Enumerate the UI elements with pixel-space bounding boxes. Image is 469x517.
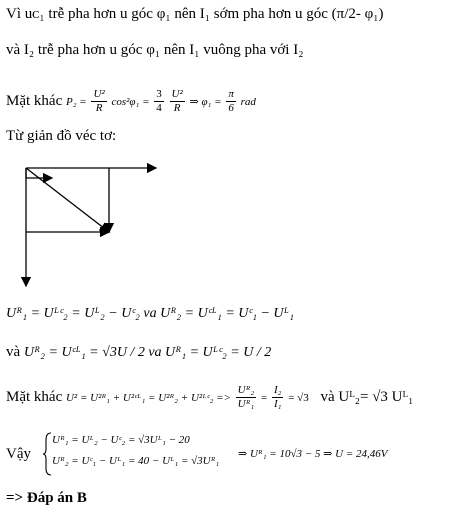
line3-frac2: $\frac{3}{4}$	[156, 88, 162, 114]
line7-eq2: =	[260, 391, 268, 404]
line3-frac4: $\frac{\pi}{6}$	[228, 88, 234, 114]
eq-5: Uᴿ₁ = Uᴸᶜ₂ = Uᴸ₂ − Uᶜ₂ va Uᴿ₂ = Uᶜᴸ₁ = Uᶜ₁ − Uᴸ₁	[6, 306, 294, 321]
line8-row2: Uᴿ₂ = Uᶜ₁ − Uᴸ₁ = 40 − Uᴸ₁ = √3Uᴿ₁	[52, 455, 220, 467]
line8-result: ⇒ Uᴿ₁ = 10√3 − 5 ⇒ U = 24,46V	[238, 448, 388, 460]
line3-frac3: $\frac{\text{U²}}{R}$	[171, 88, 183, 114]
line7-eq: U² = U²ᴿ₁ + U²ᶜᴸ₁ = U²ᴿ₂ + U²ᴸᶜ₂ =>	[65, 391, 231, 404]
line-9	[6, 490, 87, 507]
vector-diagonal	[26, 168, 109, 232]
line3-eq-lhs: P₂ =	[65, 95, 87, 108]
line-3	[6, 88, 256, 115]
line3-prefix: Mặt khác	[6, 92, 63, 109]
line7-eq3: = √3	[288, 391, 309, 404]
eq6-prefix: và	[6, 344, 21, 360]
vector-diagram	[14, 148, 164, 298]
line-2: và I₂ trễ pha hơn u góc φ₁ nên I₁ vuông pha với I₂	[6, 42, 304, 58]
line-7	[6, 384, 413, 411]
line7-frac2: $\frac{\text{I₂}}{\text{I₁}}$	[273, 384, 282, 410]
line8-row1: Uᴿ₁ = Uᴸ₂ − Uᶜ₂ = √3Uᴸ₁ − 20	[52, 434, 190, 446]
line3-unit: rad	[240, 95, 256, 108]
line3-cos: cos²φ₁ =	[111, 95, 150, 108]
line9-arrow: =>	[6, 490, 24, 506]
line-1: Vì uᴄ₁ trễ pha hơn u góc φ₁ nên I₁ sớm pha hơn u góc (π/2- φ₁)	[6, 6, 384, 22]
eq6: Uᴿ₂ = Uᶜᴸ₁ = √3U / 2 va Uᴿ₁ = Uᴸᶜ₂ = U / 2	[23, 345, 272, 360]
line-4: Từ giản đồ véc tơ:	[6, 128, 117, 144]
line3-frac1: $\frac{\text{U²}}{R}$	[93, 88, 105, 114]
line3-arrow: ⇒ φ₁ =	[189, 95, 222, 108]
line9-answer: Đáp án B	[26, 490, 87, 506]
brace	[42, 432, 52, 476]
line7-frac1: $\frac{\text{Uᴿ₂}}{\text{Uᴿ₁}}$	[237, 384, 255, 410]
line7-suffix: và Uᴸ₂= √3 Uᴸ₁	[320, 388, 414, 405]
line7-prefix: Mặt khác	[6, 388, 63, 405]
line-6	[6, 344, 271, 361]
line-8-prefix: Vậy	[6, 446, 31, 462]
